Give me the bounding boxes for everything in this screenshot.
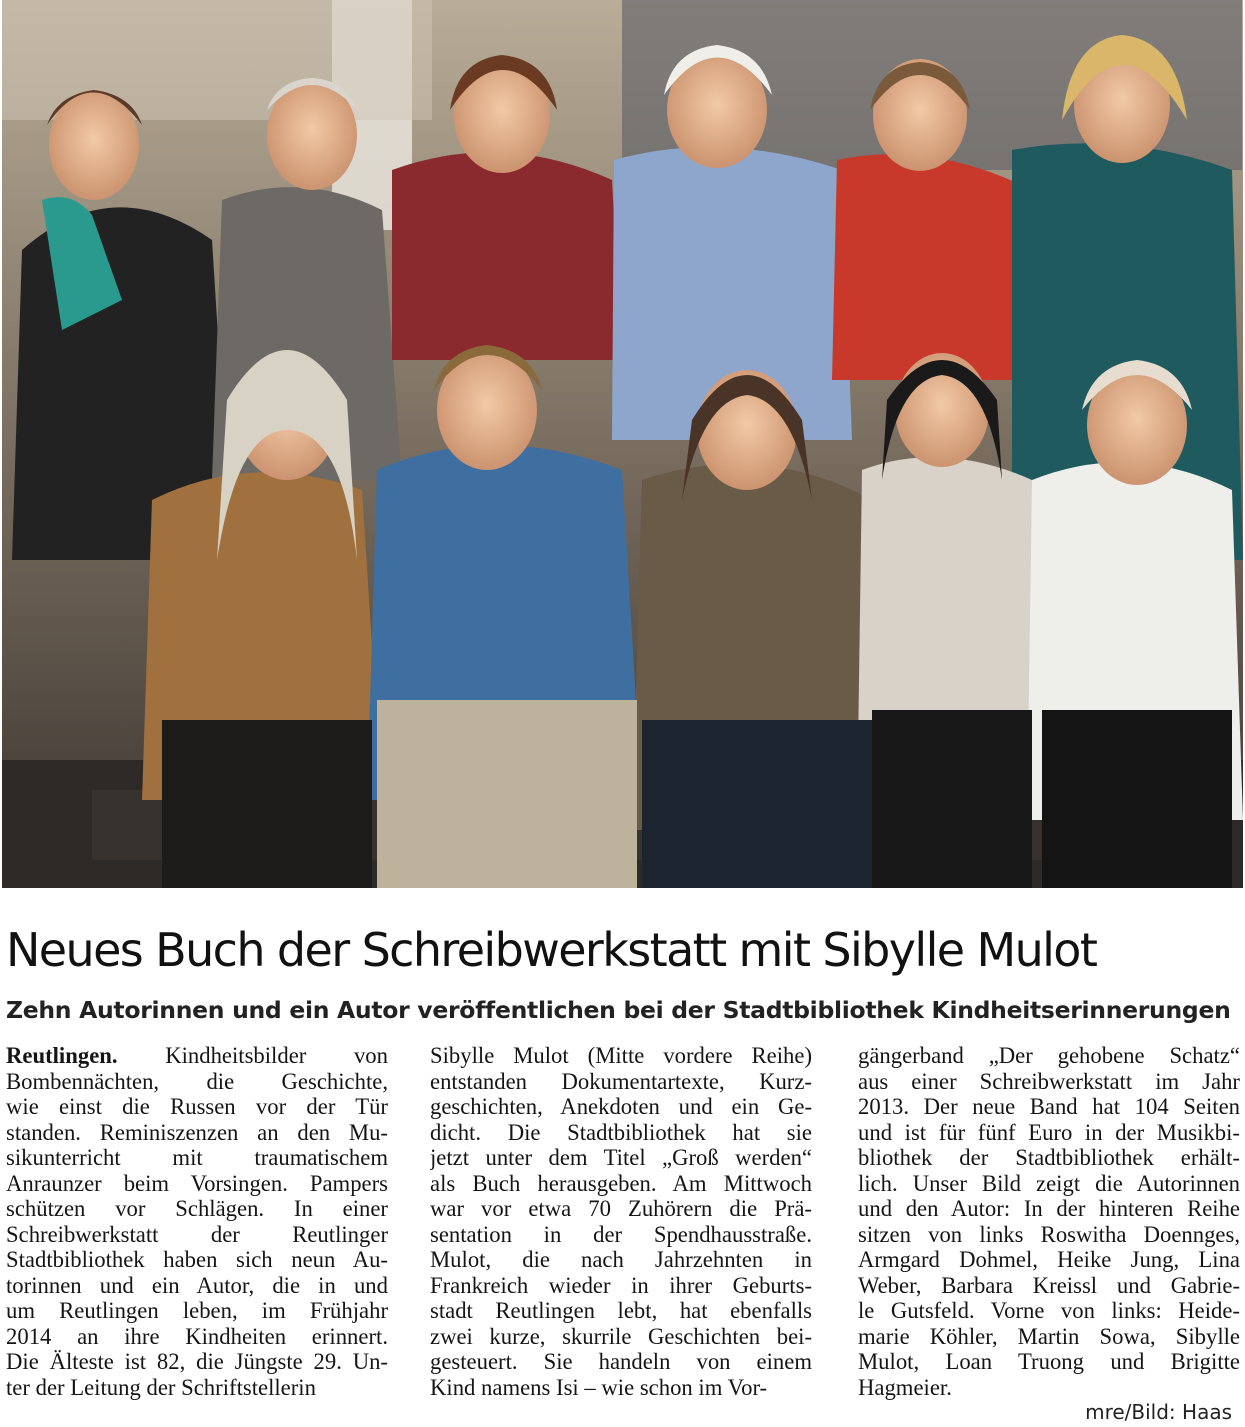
text-line: Hagmeier.	[858, 1374, 952, 1400]
text-line: gängerband „Der gehobene Schatz“	[858, 1043, 1240, 1068]
text-line: Kind namens Isi – wie schon im Vor-	[430, 1374, 768, 1400]
text-line: Mulot, die nach Jahrzehnten in	[430, 1247, 812, 1272]
text-line: 2014 an ihre Kindheiten erinnert.	[6, 1323, 388, 1349]
text-line: Stadtbibliothek haben sich neun Au-	[6, 1247, 388, 1272]
text-line	[6, 1043, 388, 1069]
article-column-3	[858, 1043, 1240, 1427]
group-photo-icon	[2, 0, 1243, 888]
text-line: und den Autor: In der hinteren Reihe	[858, 1196, 1240, 1221]
text-line: marie Köhler, Martin Sowa, Sibylle	[858, 1323, 1240, 1349]
text-line: dicht. Die Stadtbibliothek hat sie	[430, 1119, 812, 1145]
dateline: Reutlingen.	[6, 1043, 118, 1068]
text-line: torinnen und ein Autor, die in und	[6, 1272, 388, 1298]
text-line: geschichten, Anekdoten und ein Ge-	[430, 1094, 812, 1119]
text-line: Armgard Dohmel, Heike Jung, Lina	[858, 1247, 1240, 1272]
text-line: Frankreich wieder in ihrer Geburts-	[430, 1272, 812, 1298]
article-body	[6, 1043, 1240, 1427]
text-line: standen. Reminiszenzen an den Mu-	[6, 1119, 388, 1145]
text-line: wie einst die Russen vor der Tür	[6, 1094, 388, 1119]
text-line: stadt Reutlingen lebt, hat ebenfalls	[430, 1298, 812, 1323]
subheadline: Zehn Autorinnen und ein Autor veröffentlichen bei der Stadtbibliothek Kindheitserinnerungen	[6, 996, 1231, 1024]
text-line: gesteuert. Sie handeln von einem	[430, 1349, 812, 1374]
text-line: Sibylle Mulot (Mitte vordere Reihe)	[430, 1043, 812, 1068]
text-fragment: Kindheitsbilder von	[117, 1043, 388, 1068]
text-line: um Reutlingen leben, im Frühjahr	[6, 1298, 388, 1323]
text-line: Bombennächten, die Geschichte,	[6, 1068, 388, 1094]
text-line: sitzen von links Roswitha Doennges,	[858, 1221, 1240, 1247]
text-line: Anraunzer beim Vorsingen. Pampers	[6, 1170, 388, 1196]
text-line: Mulot, Loan Truong und Brigitte	[858, 1349, 1240, 1374]
text-line: bliothek der Stadtbibliothek erhält-	[858, 1145, 1240, 1170]
text-line: und ist für fünf Euro in der Musikbi-	[858, 1119, 1240, 1145]
text-line: war vor etwa 70 Zuhörern die Prä-	[430, 1196, 812, 1221]
article-column-1	[6, 1043, 388, 1427]
text-line: schützen vor Schlägen. In einer	[6, 1196, 388, 1221]
headline: Neues Buch der Schreibwerkstatt mit Sibylle Mulot	[6, 923, 1097, 977]
text-line: jetzt unter dem Titel „Groß werden“	[430, 1145, 812, 1170]
text-line: aus einer Schreibwerkstatt im Jahr	[858, 1068, 1240, 1094]
text-line: 2013. Der neue Band hat 104 Seiten	[858, 1094, 1240, 1119]
text-line: Weber, Barbara Kreissl und Gabrie-	[858, 1272, 1240, 1298]
group-photo	[2, 0, 1243, 888]
text-line: Die Älteste ist 82, die Jüngste 29. Un-	[6, 1349, 388, 1374]
article-column-2	[430, 1043, 812, 1427]
text-line: als Buch herausgeben. Am Mittwoch	[430, 1170, 812, 1196]
text-line: ter der Leitung der Schriftstellerin	[6, 1374, 316, 1400]
text-line: sentation in der Spendhausstraße.	[430, 1221, 812, 1247]
text-line: sikunterricht mit traumatischem	[6, 1145, 388, 1170]
text-line: Schreibwerkstatt der Reutlinger	[6, 1221, 388, 1247]
text-line: entstanden Dokumentartexte, Kurz-	[430, 1068, 812, 1094]
text-line: le Gutsfeld. Vorne von links: Heide-	[858, 1298, 1240, 1323]
photo-credit: mre/Bild: Haas	[1085, 1400, 1232, 1424]
text-line: lich. Unser Bild zeigt die Autorinnen	[858, 1170, 1240, 1196]
text-line: zwei kurze, skurrile Geschichten bei-	[430, 1323, 812, 1349]
